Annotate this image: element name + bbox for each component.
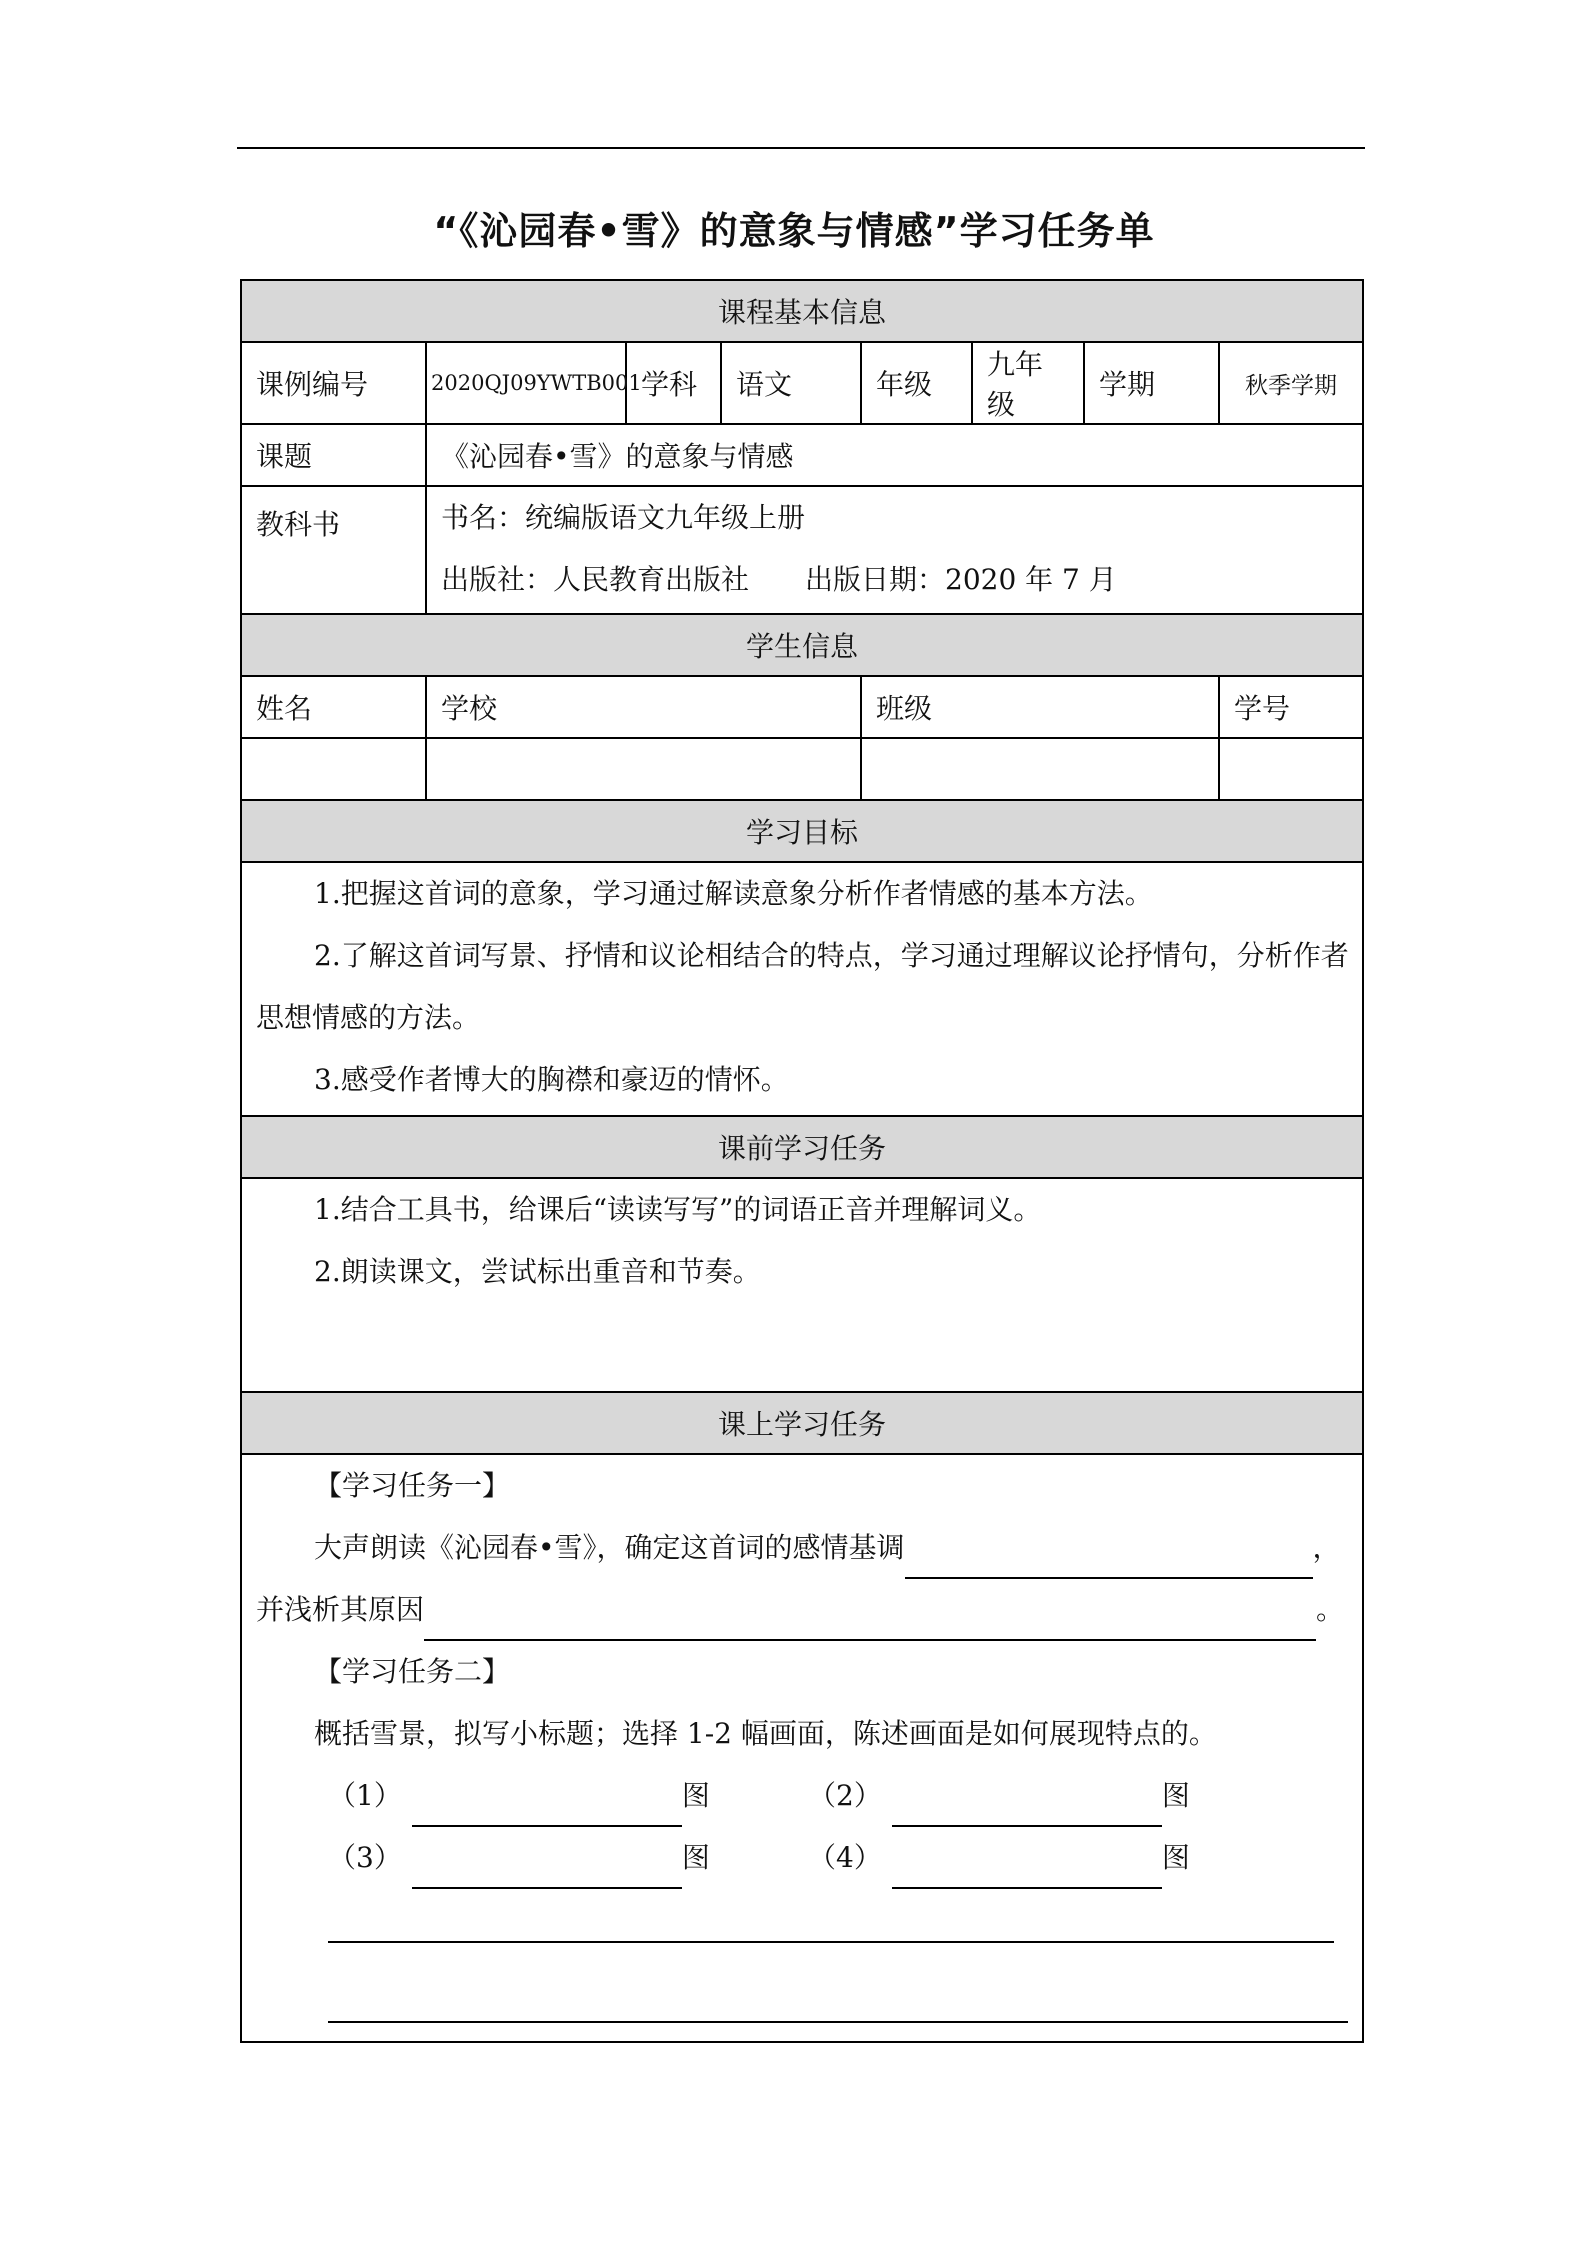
class-label: 班级 <box>861 676 1219 738</box>
term-value: 秋季学期 <box>1219 342 1363 424</box>
blank-1-suffix: 图 <box>681 1779 710 1812</box>
picture-blanks-row-2 <box>256 1827 1348 1889</box>
pre-class-header: 课前学习任务 <box>241 1116 1363 1178</box>
blank-3-suffix: 图 <box>681 1841 710 1874</box>
id-label: 学号 <box>1219 676 1363 738</box>
task-2-title: 【学习任务二】 <box>314 1655 511 1688</box>
textbook-label: 教科书 <box>241 486 426 614</box>
task-2-text: 概括雪景，拟写小标题；选择 1-2 幅画面，陈述画面是如何展现特点的。 <box>314 1717 1217 1750</box>
topic-label: 课题 <box>241 424 426 486</box>
id-field[interactable] <box>1219 738 1363 800</box>
answer-line-2[interactable] <box>328 1981 1348 2023</box>
task-1-reason <box>256 1579 1348 1641</box>
grade-label: 年级 <box>861 342 972 424</box>
picture-4-blank[interactable] <box>892 1847 1162 1889</box>
task-1-period: 。 <box>1316 1593 1345 1626</box>
code-value: 2020QJ09YWTB001 <box>426 342 626 424</box>
topic-value: 《沁园春•雪》的意象与情感 <box>426 424 1363 486</box>
tone-blank[interactable] <box>905 1537 1313 1579</box>
answer-line-1[interactable] <box>328 1901 1334 1943</box>
pre-class-task-1: 1.结合工具书，给课后“读读写写”的词语正音并理解词义。 <box>314 1193 1042 1226</box>
task-1-reason-text: 并浅析其原因 <box>256 1593 425 1626</box>
textbook-title: 书名：统编版语文九年级上册 <box>441 501 806 534</box>
code-label: 课例编号 <box>241 342 426 424</box>
objective-3: 3.感受作者博大的胸襟和豪迈的情怀。 <box>314 1063 789 1096</box>
objectives-cell <box>241 862 1363 1116</box>
subject-value: 语文 <box>721 342 861 424</box>
picture-2-blank[interactable] <box>892 1785 1162 1827</box>
pre-class-task-2: 2.朗读课文，尝试标出重音和节奏。 <box>314 1255 761 1288</box>
term-label: 学期 <box>1084 342 1219 424</box>
class-field[interactable] <box>861 738 1219 800</box>
task-1-title: 【学习任务一】 <box>314 1469 511 1502</box>
objective-2-line2: 思想情感的方法。 <box>256 1001 481 1034</box>
blank-2-suffix: 图 <box>1161 1779 1190 1812</box>
reason-blank[interactable] <box>424 1599 1316 1641</box>
textbook-publisher: 出版社：人民教育出版社 出版日期：2020 年 7 月 <box>441 563 1117 596</box>
task-sheet-table <box>240 279 1364 2043</box>
pre-class-cell <box>241 1178 1363 1392</box>
page-title: “《沁园春•雪》的意象与情感”学习任务单 <box>433 209 1155 253</box>
picture-1-blank[interactable] <box>412 1785 682 1827</box>
name-label: 姓名 <box>241 676 426 738</box>
blank-2-label: （2） <box>808 1779 882 1812</box>
top-rule <box>237 147 1365 149</box>
objective-2-line1: 2.了解这首词写景、抒情和议论相结合的特点，学习通过理解议论抒情句，分析作者 <box>314 939 1349 972</box>
picture-blanks-row-1 <box>256 1765 1348 1827</box>
textbook-cell <box>426 486 1363 614</box>
blank-4-label: （4） <box>808 1841 882 1874</box>
blank-4-suffix: 图 <box>1161 1841 1190 1874</box>
school-field[interactable] <box>426 738 861 800</box>
picture-3-blank[interactable] <box>412 1847 682 1889</box>
in-class-cell <box>241 1454 1363 2042</box>
student-info-header: 学生信息 <box>241 614 1363 676</box>
subject-label: 学科 <box>626 342 721 424</box>
task-1-prompt <box>256 1517 1348 1579</box>
course-info-header: 课程基本信息 <box>241 280 1363 342</box>
grade-value: 九年级 <box>972 342 1084 424</box>
objectives-header: 学习目标 <box>241 800 1363 862</box>
objective-1: 1.把握这首词的意象，学习通过解读意象分析作者情感的基本方法。 <box>314 877 1153 910</box>
blank-3-label: （3） <box>328 1841 402 1874</box>
school-label: 学校 <box>426 676 861 738</box>
blank-1-label: （1） <box>328 1779 402 1812</box>
task-1-comma: ， <box>1312 1531 1341 1564</box>
name-field[interactable] <box>241 738 426 800</box>
task-1-text: 大声朗读《沁园春•雪》，确定这首词的感情基调 <box>314 1531 905 1564</box>
in-class-header: 课上学习任务 <box>241 1392 1363 1454</box>
